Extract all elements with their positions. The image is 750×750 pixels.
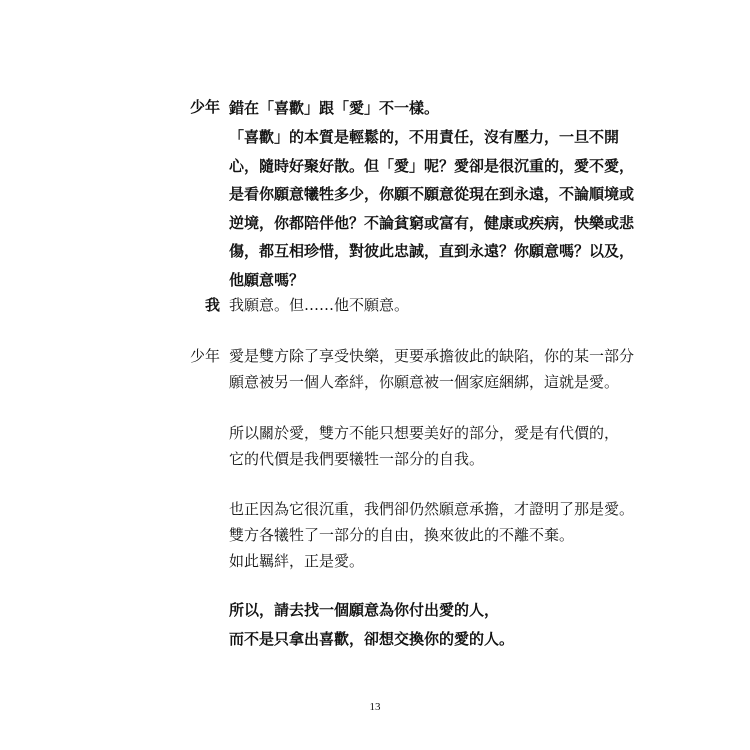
text-line: 逆境，你都陪伴他？不論貧窮或富有，健康或疾病，快樂或悲: [229, 213, 635, 232]
text-line: 雙方各犧牲了一部分的自由，換來彼此的不離不棄。: [229, 526, 575, 544]
text-line: 心，隨時好聚好散。但「愛」呢？愛卻是很沉重的，愛不愛，: [229, 156, 635, 175]
speaker-label: 我: [204, 296, 220, 314]
text-line: 錯在「喜歡」跟「愛」不一樣。: [229, 99, 440, 117]
text-line: 所以，請去找一個願意為你付出愛的人，: [229, 601, 500, 619]
text-line: 願意被另一個人牽絆，你願意被一個家庭綑綁，這就是愛。: [229, 373, 620, 391]
text-line: 而不是只拿出喜歡，卻想交換你的愛的人。: [229, 629, 515, 648]
dialogue-text: [229, 292, 649, 318]
text-line: 所以關於愛，雙方不能只想要美好的部分，愛是有代價的，: [229, 424, 620, 442]
dialogue-text: [229, 420, 649, 472]
text-line: 傷，都互相珍惜，對彼此忠誠，直到永遠？你願意嗎？以及，: [229, 242, 635, 260]
speaker-label: 少年: [189, 98, 220, 116]
speaker-label: 少年: [189, 347, 220, 365]
dialogue-text: [229, 94, 649, 123]
text-line: 「喜歡」的本質是輕鬆的，不用責任，沒有壓力，一旦不開: [229, 128, 620, 146]
text-line: 也正因為它很沉重，我們卻仍然願意承擔，才證明了那是愛。: [229, 500, 635, 518]
dialogue-text: [229, 123, 649, 294]
text-line: 它的代價是我們要犧牲一部分的自我。: [229, 450, 485, 468]
page-number: 13: [369, 701, 381, 713]
dialogue-text: [229, 596, 649, 653]
dialogue-text: [229, 343, 649, 395]
dialogue-text: [229, 496, 649, 574]
text-line: 我願意。但……他不願意。: [229, 296, 410, 314]
text-line: 他願意嗎？: [229, 270, 305, 289]
text-line: 如此羈絆，正是愛。: [229, 552, 365, 570]
text-line: 愛是雙方除了享受快樂，更要承擔彼此的缺陷，你的某一部分: [229, 347, 635, 365]
text-line: 是看你願意犧牲多少，你願不願意從現在到永遠，不論順境或: [229, 185, 635, 203]
